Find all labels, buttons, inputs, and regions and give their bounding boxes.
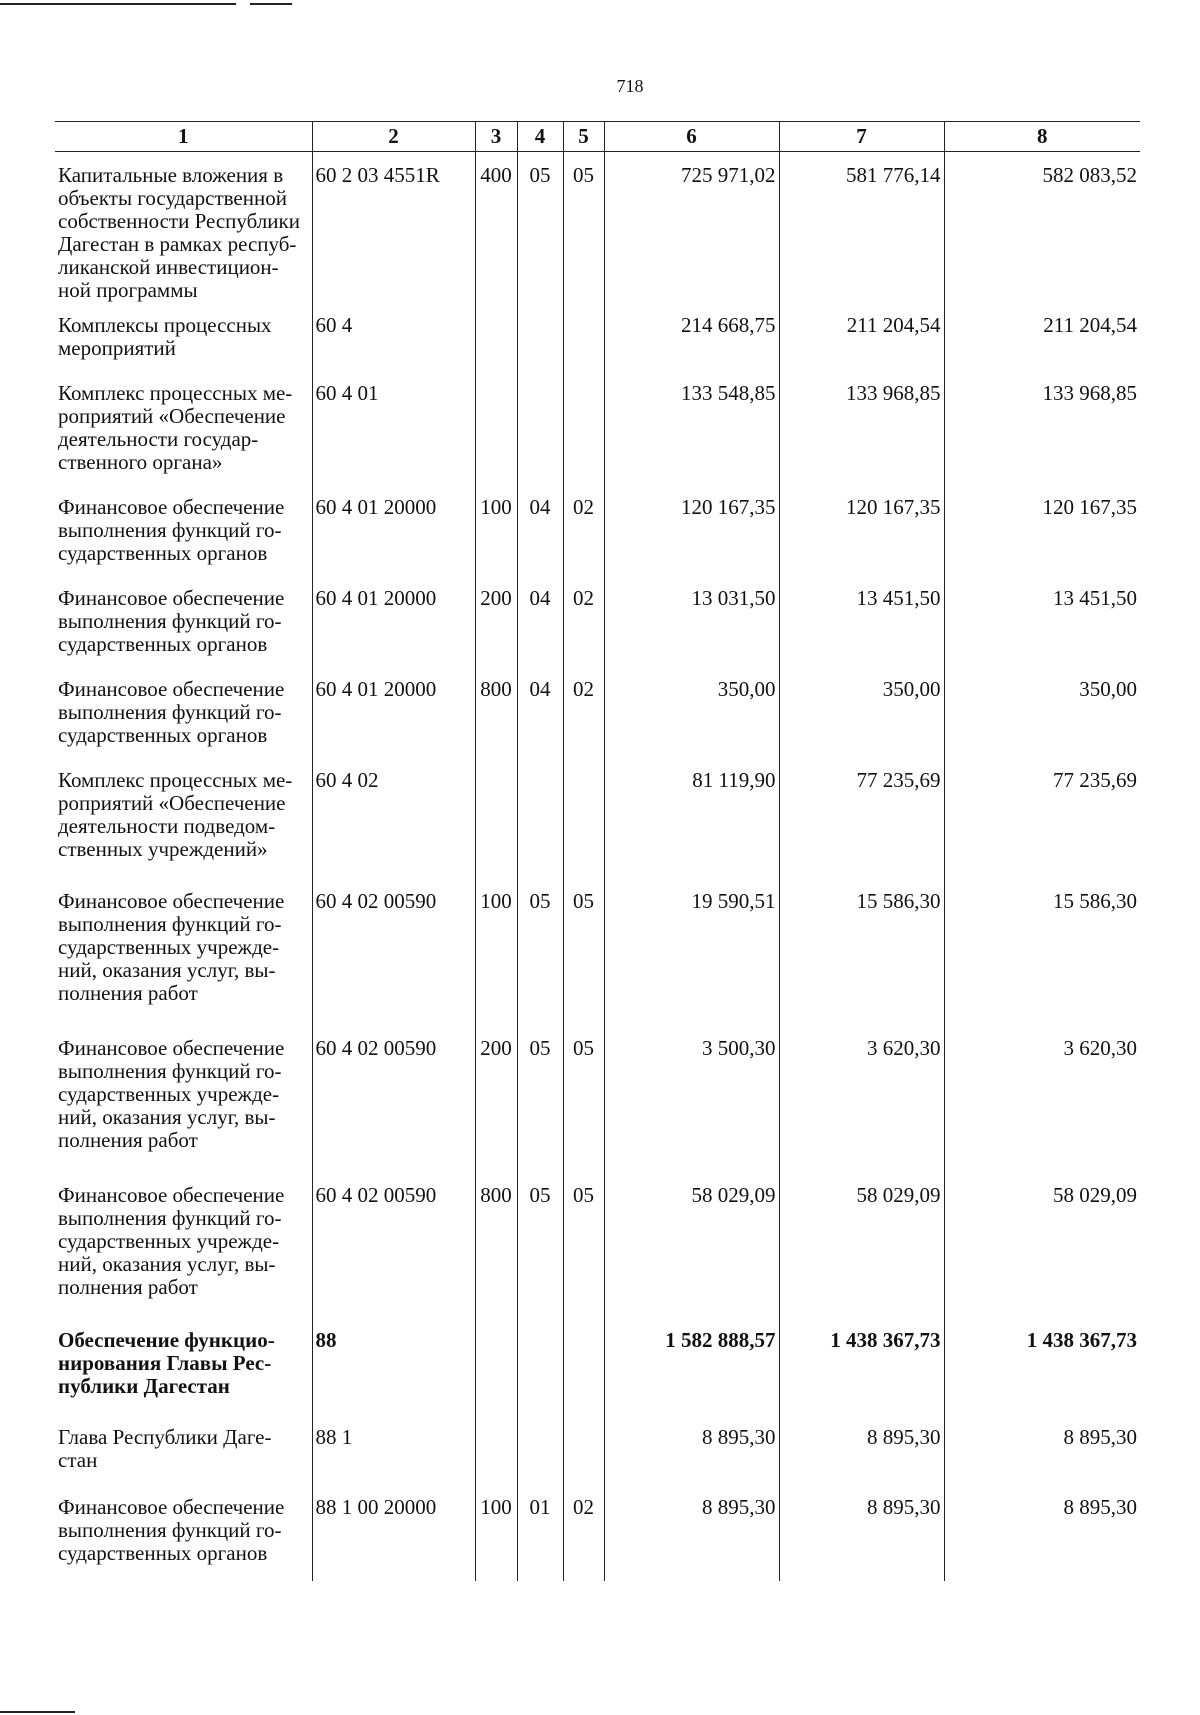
table-row [55, 370, 1140, 484]
row-name: Финансовое обеспечение выполнения функций го-сударственных органов [58, 1495, 285, 1565]
table-row [55, 878, 1140, 1025]
row-col3: 100 [475, 484, 517, 575]
table-row [55, 1484, 1140, 1581]
row-name: Финансовое обеспечение выполнения функций го-сударственных учрежде-ний, оказания услуг, вы-полнения работ [58, 1183, 285, 1299]
row-value-6: 19 590,51 [604, 878, 779, 1025]
row-col4 [517, 1414, 563, 1484]
row-value-7: 8 895,30 [779, 1484, 944, 1581]
row-col3: 400 [475, 152, 517, 303]
row-value-6: 1 582 888,57 [604, 1317, 779, 1414]
row-value-8: 13 451,50 [944, 575, 1140, 666]
bottom-rule [0, 1711, 75, 1713]
col-header-8: 8 [944, 122, 1140, 152]
row-col4: 05 [517, 1172, 563, 1317]
row-name: Финансовое обеспечение выполнения функций го-сударственных учрежде-ний, оказания услуг, вы-полнения работ [58, 1036, 285, 1152]
row-name: Комплексы процессных мероприятий [58, 313, 272, 360]
table-row [55, 1025, 1140, 1172]
row-name: Финансовое обеспечение выполнения функций го-сударственных органов [58, 677, 285, 747]
row-value-8: 350,00 [944, 666, 1140, 757]
row-value-6: 13 031,50 [604, 575, 779, 666]
row-code: 60 4 01 20000 [312, 666, 475, 757]
row-code: 60 4 [312, 302, 475, 370]
row-value-6: 3 500,30 [604, 1025, 779, 1172]
row-value-7: 3 620,30 [779, 1025, 944, 1172]
row-col5: 05 [563, 152, 604, 303]
row-name: Глава Республики Даге-стан [58, 1425, 272, 1472]
budget-table [55, 121, 1140, 1581]
row-value-7: 77 235,69 [779, 757, 944, 878]
row-col3 [475, 1317, 517, 1414]
row-name: Финансовое обеспечение выполнения функций го-сударственных учрежде-ний, оказания услуг, вы-полнения работ [58, 889, 285, 1005]
row-code: 60 4 02 00590 [312, 1025, 475, 1172]
row-col3: 200 [475, 575, 517, 666]
row-code: 60 4 02 [312, 757, 475, 878]
row-name: Финансовое обеспечение выполнения функций го-сударственных органов [58, 495, 285, 565]
col-header-5: 5 [563, 122, 604, 152]
row-value-6: 120 167,35 [604, 484, 779, 575]
table-row [55, 666, 1140, 757]
row-value-7: 133 968,85 [779, 370, 944, 484]
row-value-8: 15 586,30 [944, 878, 1140, 1025]
row-col4 [517, 302, 563, 370]
row-col5 [563, 1414, 604, 1484]
row-col5 [563, 370, 604, 484]
row-col3: 800 [475, 666, 517, 757]
top-rule-left [0, 3, 236, 5]
row-col5: 05 [563, 1025, 604, 1172]
row-value-8: 77 235,69 [944, 757, 1140, 878]
table-row [55, 1172, 1140, 1317]
row-col3: 100 [475, 878, 517, 1025]
row-col5: 02 [563, 1484, 604, 1581]
row-col5: 02 [563, 666, 604, 757]
row-value-8: 8 895,30 [944, 1484, 1140, 1581]
row-col3: 100 [475, 1484, 517, 1581]
row-value-8: 211 204,54 [944, 302, 1140, 370]
row-value-6: 350,00 [604, 666, 779, 757]
row-value-6: 81 119,90 [604, 757, 779, 878]
row-value-6: 133 548,85 [604, 370, 779, 484]
row-col3 [475, 370, 517, 484]
row-value-7: 1 438 367,73 [779, 1317, 944, 1414]
row-name: Комплекс процессных ме-роприятий «Обеспечение деятельности подведом-ственных учреждений» [58, 768, 293, 861]
col-header-2: 2 [312, 122, 475, 152]
row-col5: 02 [563, 484, 604, 575]
row-col5: 05 [563, 1172, 604, 1317]
col-header-7: 7 [779, 122, 944, 152]
row-value-7: 120 167,35 [779, 484, 944, 575]
table-row [55, 1317, 1140, 1414]
row-code: 60 2 03 4551R [312, 152, 475, 303]
row-col4: 04 [517, 484, 563, 575]
row-code: 60 4 01 [312, 370, 475, 484]
row-col5: 02 [563, 575, 604, 666]
row-value-8: 8 895,30 [944, 1414, 1140, 1484]
row-value-8: 133 968,85 [944, 370, 1140, 484]
row-code: 60 4 01 20000 [312, 575, 475, 666]
col-header-3: 3 [475, 122, 517, 152]
row-col5 [563, 757, 604, 878]
row-value-7: 350,00 [779, 666, 944, 757]
row-value-8: 3 620,30 [944, 1025, 1140, 1172]
table-row [55, 1414, 1140, 1484]
row-value-6: 8 895,30 [604, 1414, 779, 1484]
row-value-7: 58 029,09 [779, 1172, 944, 1317]
row-col5 [563, 302, 604, 370]
table-row [55, 757, 1140, 878]
row-col3 [475, 757, 517, 878]
row-col4: 01 [517, 1484, 563, 1581]
row-col3 [475, 1414, 517, 1484]
col-header-4: 4 [517, 122, 563, 152]
top-rule-right [250, 3, 292, 5]
row-code: 88 [312, 1317, 475, 1414]
row-col4 [517, 757, 563, 878]
row-col3 [475, 302, 517, 370]
row-value-8: 120 167,35 [944, 484, 1140, 575]
row-name: Обеспечение функцио-нирования Главы Рес-публики Дагестан [58, 1328, 275, 1398]
row-col4: 05 [517, 1025, 563, 1172]
row-col4 [517, 370, 563, 484]
row-value-8: 582 083,52 [944, 152, 1140, 303]
page-number: 718 [616, 76, 644, 96]
row-code: 60 4 01 20000 [312, 484, 475, 575]
row-value-7: 211 204,54 [779, 302, 944, 370]
row-value-8: 1 438 367,73 [944, 1317, 1140, 1414]
table-row [55, 575, 1140, 666]
row-col5 [563, 1317, 604, 1414]
row-code: 60 4 02 00590 [312, 878, 475, 1025]
row-value-7: 15 586,30 [779, 878, 944, 1025]
row-name: Комплекс процессных ме-роприятий «Обеспечение деятельности государ-ственного органа» [58, 381, 293, 474]
row-value-7: 581 776,14 [779, 152, 944, 303]
row-col4 [517, 1317, 563, 1414]
row-code: 88 1 00 20000 [312, 1484, 475, 1581]
row-name: Финансовое обеспечение выполнения функций го-сударственных органов [58, 586, 285, 656]
row-value-7: 13 451,50 [779, 575, 944, 666]
row-col3: 200 [475, 1025, 517, 1172]
row-col5: 05 [563, 878, 604, 1025]
row-value-6: 8 895,30 [604, 1484, 779, 1581]
row-code: 60 4 02 00590 [312, 1172, 475, 1317]
row-col4: 05 [517, 152, 563, 303]
row-value-6: 58 029,09 [604, 1172, 779, 1317]
row-col4: 05 [517, 878, 563, 1025]
row-col4: 04 [517, 666, 563, 757]
row-value-6: 214 668,75 [604, 302, 779, 370]
col-header-1: 1 [55, 122, 312, 152]
row-name: Капитальные вложения в объекты государственной собственности Республики Дагестан в рамках респуб-ликанской инвестицион-ной программы [58, 163, 300, 302]
header-row [55, 122, 1140, 152]
table-row [55, 484, 1140, 575]
row-code: 88 1 [312, 1414, 475, 1484]
col-header-6: 6 [604, 122, 779, 152]
row-value-7: 8 895,30 [779, 1414, 944, 1484]
row-value-6: 725 971,02 [604, 152, 779, 303]
table-row [55, 152, 1140, 303]
row-col3: 800 [475, 1172, 517, 1317]
table-row [55, 302, 1140, 370]
row-col4: 04 [517, 575, 563, 666]
row-value-8: 58 029,09 [944, 1172, 1140, 1317]
